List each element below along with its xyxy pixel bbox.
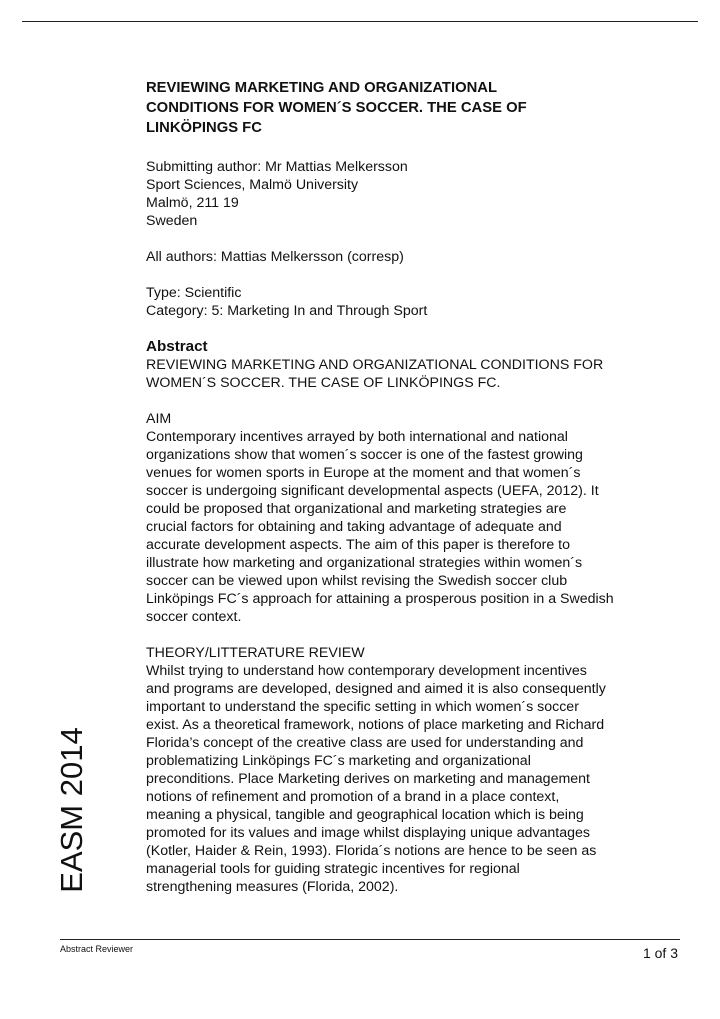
aim-line: crucial factors for obtaining and taking advantage of adequate and — [146, 519, 562, 535]
abstract-title-line: REVIEWING MARKETING AND ORGANIZATIONAL CONDITIONS FOR — [146, 357, 604, 373]
all-authors: All authors: Mattias Melkersson (corresp) — [146, 249, 404, 265]
theory-line: Florida’s concept of the creative class are used for understanding and — [146, 735, 584, 751]
side-label-easm: EASM 2014 — [54, 727, 89, 893]
aim-line: illustrate how marketing and organizational strategies within women´s — [146, 555, 583, 571]
aim-line: venues for women sports in Europe at the moment and that women´s — [146, 465, 581, 481]
theory-line: strengthening measures (Florida, 2002). — [146, 879, 399, 895]
top-rule — [22, 21, 698, 22]
footer-rule — [60, 939, 680, 940]
document-title — [146, 78, 686, 138]
aim-line: soccer can be viewed upon whilst revising the Swedish soccer club — [146, 573, 568, 589]
title-line: LINKÖPINGS FC — [146, 120, 262, 136]
theory-line: problematizing Linköpings FC´s marketing and organizational — [146, 753, 531, 769]
title-line: CONDITIONS FOR WOMEN´S SOCCER. THE CASE OF — [146, 100, 527, 116]
theory-line: preconditions. Place Marketing derives on marketing and management — [146, 771, 590, 787]
aim-line: Contemporary incentives arrayed by both international and national — [146, 429, 568, 445]
theory-heading: THEORY/LITTERATURE REVIEW — [146, 645, 365, 661]
aim-line: accurate development aspects. The aim of this paper is therefore to — [146, 537, 571, 553]
author-affiliation: Sport Sciences, Malmö University — [146, 177, 359, 193]
aim-line: Linköpings FC´s approach for attaining a prosperous position in a Swedish — [146, 591, 614, 607]
author-city: Malmö, 211 19 — [146, 195, 239, 211]
aim-heading: AIM — [146, 411, 172, 427]
theory-line: meaning a physical, tangible and geographical location which is being — [146, 807, 584, 823]
theory-line: exist. As a theoretical framework, notions of place marketing and Richard — [146, 717, 605, 733]
document-body — [146, 78, 686, 896]
theory-line: and programs are developed, designed and aimed it is also consequently — [146, 681, 606, 697]
aim-line: could be proposed that organizational and marketing strategies are — [146, 501, 567, 517]
aim-line: soccer context. — [146, 609, 242, 625]
category-line: Category: 5: Marketing In and Through Sport — [146, 303, 428, 319]
theory-line: Whilst trying to understand how contemporary development incentives — [146, 663, 587, 679]
author-country: Sweden — [146, 213, 198, 229]
aim-line: organizations show that women´s soccer is one of the fastest growing — [146, 447, 583, 463]
aim-line: soccer is undergoing significant developmental aspects (UEFA, 2012). It — [146, 483, 599, 499]
page-number: 1 of 3 — [642, 945, 678, 961]
theory-paragraph — [146, 662, 686, 896]
abstract-title-line: WOMEN´S SOCCER. THE CASE OF LINKÖPINGS FC. — [146, 375, 501, 391]
submitting-block — [146, 158, 686, 230]
theory-line: managerial tools for guiding strategic incentives for regional — [146, 861, 520, 877]
theory-line: promoted for its values and image whilst displaying unique advantages — [146, 825, 591, 841]
type-line: Type: Scientific — [146, 285, 242, 301]
footer-reviewer-label: Abstract Reviewer — [60, 944, 134, 954]
theory-line: (Kotler, Haider & Rein, 1993). Florida´s notions are hence to be seen as — [146, 843, 597, 859]
abstract-heading: Abstract — [146, 338, 208, 355]
theory-line: notions of refinement and promotion of a brand in a place context, — [146, 789, 560, 805]
theory-line: important to understand the specific setting in which women´s soccer — [146, 699, 579, 715]
aim-paragraph — [146, 428, 686, 626]
title-line: REVIEWING MARKETING AND ORGANIZATIONAL — [146, 80, 497, 96]
submitting-author: Submitting author: Mr Mattias Melkersson — [146, 159, 408, 175]
